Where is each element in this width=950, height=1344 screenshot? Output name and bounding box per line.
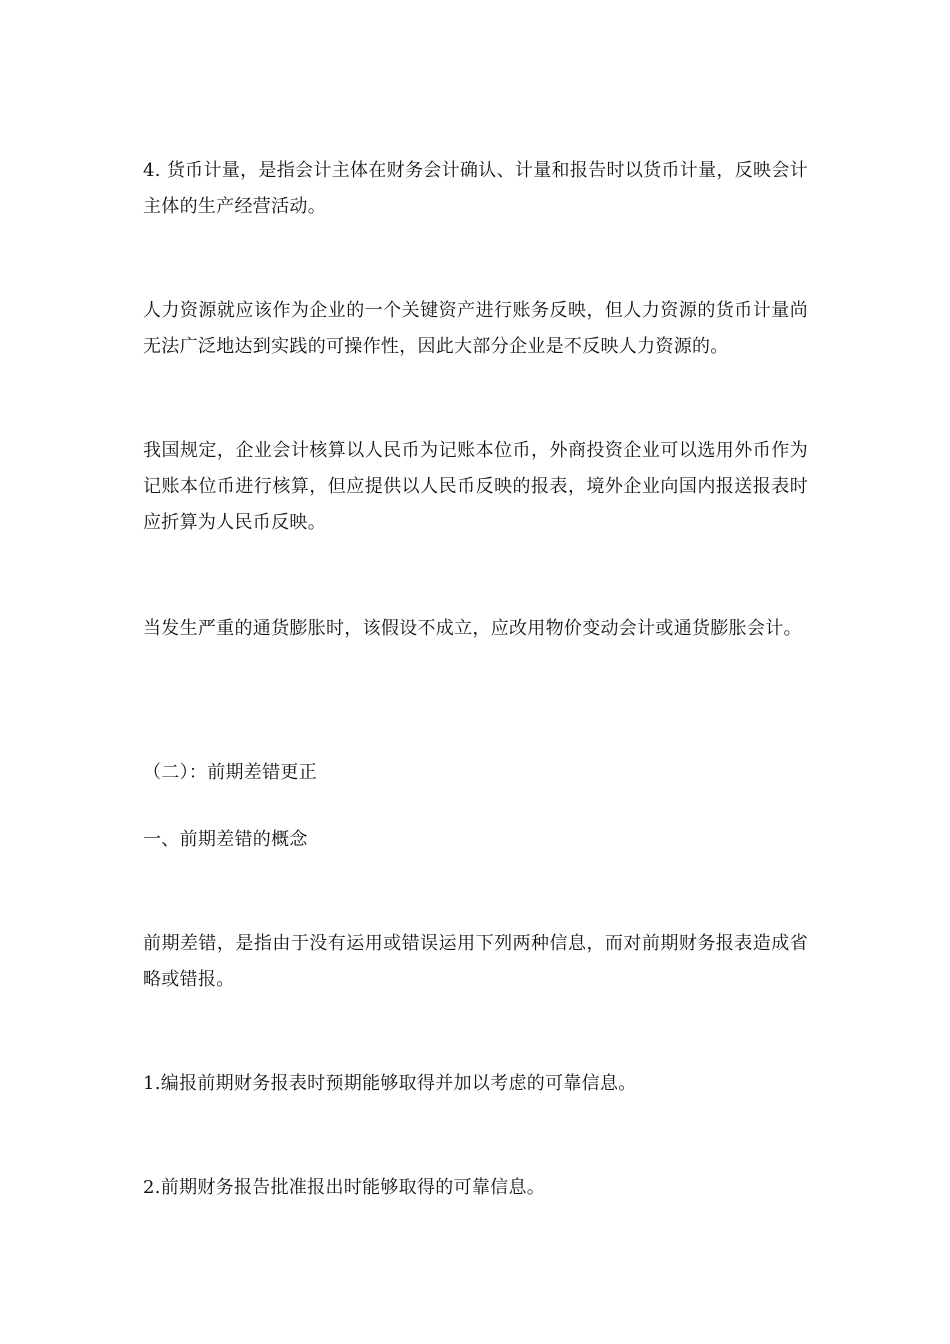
paragraph-monetary-measurement: 4. 货币计量，是指会计主体在财务会计确认、计量和报告时以货币计量，反映会计主体的生产经营活动。: [143, 160, 808, 217]
section-heading-prior-period-errors: （二）：前期差错更正: [143, 762, 317, 783]
paragraph-reporting-currency: 我国规定，企业会计核算以人民币为记账本位币，外商投资企业可以选用外币作为记账本位币进行核算，但应提供以人民币反映的报表，境外企业向国内报送报表时应折算为人民币反映。: [143, 440, 808, 533]
list-item-2: 2.前期财务报告批准报出时能够取得的可靠信息。: [143, 1177, 546, 1198]
list-item-1: 1.编报前期财务报表时预期能够取得并加以考虑的可靠信息。: [143, 1073, 637, 1094]
paragraph-definition: 前期差错，是指由于没有运用或错误运用下列两种信息，而对前期财务报表造成省略或错报。: [143, 933, 808, 990]
paragraph-human-resources: 人力资源就应该作为企业的一个关键资产进行账务反映，但人力资源的货币计量尚无法广泛地达到实践的可操作性，因此大部分企业是不反映人力资源的。: [143, 300, 808, 357]
paragraph-inflation: 当发生严重的通货膨胀时，该假设不成立，应改用物价变动会计或通货膨胀会计。: [143, 618, 802, 639]
subsection-heading-concept: 一、前期差错的概念: [143, 829, 308, 850]
